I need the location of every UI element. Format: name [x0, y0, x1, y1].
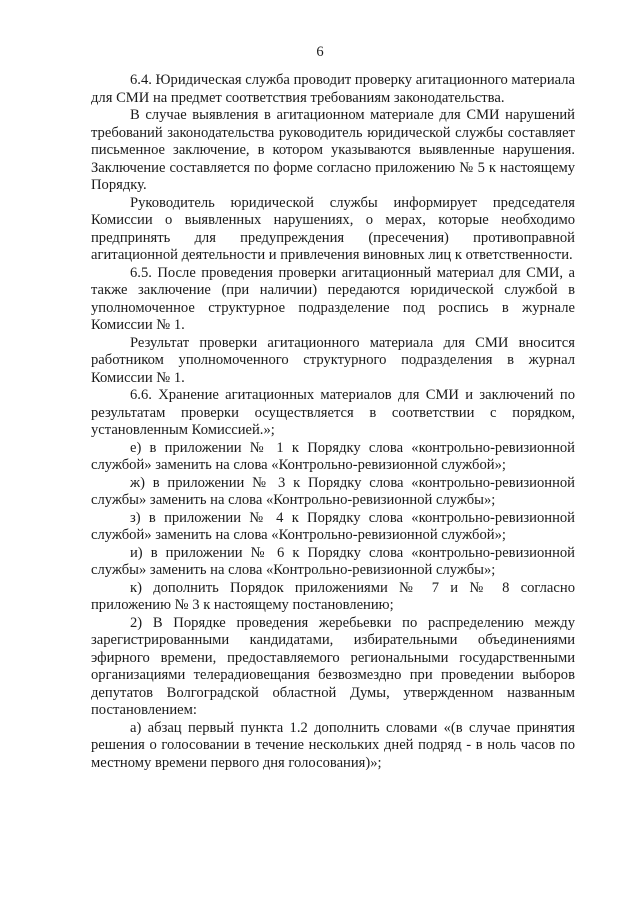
paragraph-item-i: и) в приложении № 6 к Порядку слова «контрольно-ревизионной службы» заменить на слова «Контрольно-ревизионной службы»; [91, 544, 575, 578]
paragraph-item-zh: ж) в приложении № 3 к Порядку слова «контрольно-ревизионной службы» заменить на слова «Контрольно-ревизионной службы»; [91, 474, 575, 508]
paragraph-item-e: е) в приложении № 1 к Порядку слова «контрольно-ревизионной службой» заменить на слова «Контрольно-ревизионной службой»; [91, 439, 575, 473]
paragraph-section-2: 2) В Порядке проведения жеребьевки по распределению между зарегистрированными кандидатами, избирательными объединениями эфирного времени, предоставляемого региональными государственными организациями телерадиовещания безвозмездно при проведении выборов депутатов Волгоградской областной Думы, утвержденном названным постановлением: [91, 614, 575, 718]
page-number: 6 [316, 44, 324, 60]
paragraph-item-k: к) дополнить Порядок приложениями № 7 и № 8 согласно приложению № 3 к настоящему постановлению; [91, 579, 575, 613]
paragraph-6-5: 6.5. После проведения проверки агитационный материал для СМИ, а также заключение (при наличии) передаются юридической службой в уполномоченное структурное подразделение под роспись в журнале Комиссии № 1. [91, 264, 575, 333]
paragraph-check-result: Результат проверки агитационного материала для СМИ вносится работником уполномоченного структурного подразделения в журнал Комиссии № 1. [91, 334, 575, 386]
paragraph-legal-head-informs: Руководитель юридической службы информирует председателя Комиссии о выявленных нарушениях, о мерах, которые необходимо предпринять для предупреждения (пресечения) противоправной агитационной деятельности и привлечения виновных лиц к ответственности. [91, 194, 575, 263]
paragraph-6-6: 6.6. Хранение агитационных материалов для СМИ и заключений по результатам проверки осуществляется в соответствии с порядком, установленным Комиссией.»; [91, 387, 575, 438]
paragraph-violations-conclusion: В случае выявления в агитационном материале для СМИ нарушений требований законодательства руководитель юридической службы составляет письменное заключение, в котором указываются выявленные нарушения. Заключение составляется по форме согласно приложению № 5 к настоящему Порядку. [91, 107, 575, 193]
paragraph-item-z: з) в приложении № 4 к Порядку слова «контрольно-ревизионной службой» заменить на слова «Контрольно-ревизионной службой»; [91, 509, 575, 543]
document-body [91, 72, 575, 772]
paragraph-item-a: а) абзац первый пункта 1.2 дополнить словами «(в случае принятия решения о голосовании в течение нескольких дней подряд - в ноль часов по местному времени первого дня голосования)»; [91, 719, 575, 771]
paragraph-6-4: 6.4. Юридическая служба проводит проверку агитационного материала для СМИ на предмет соответствия требованиям законодательства. [91, 72, 575, 106]
